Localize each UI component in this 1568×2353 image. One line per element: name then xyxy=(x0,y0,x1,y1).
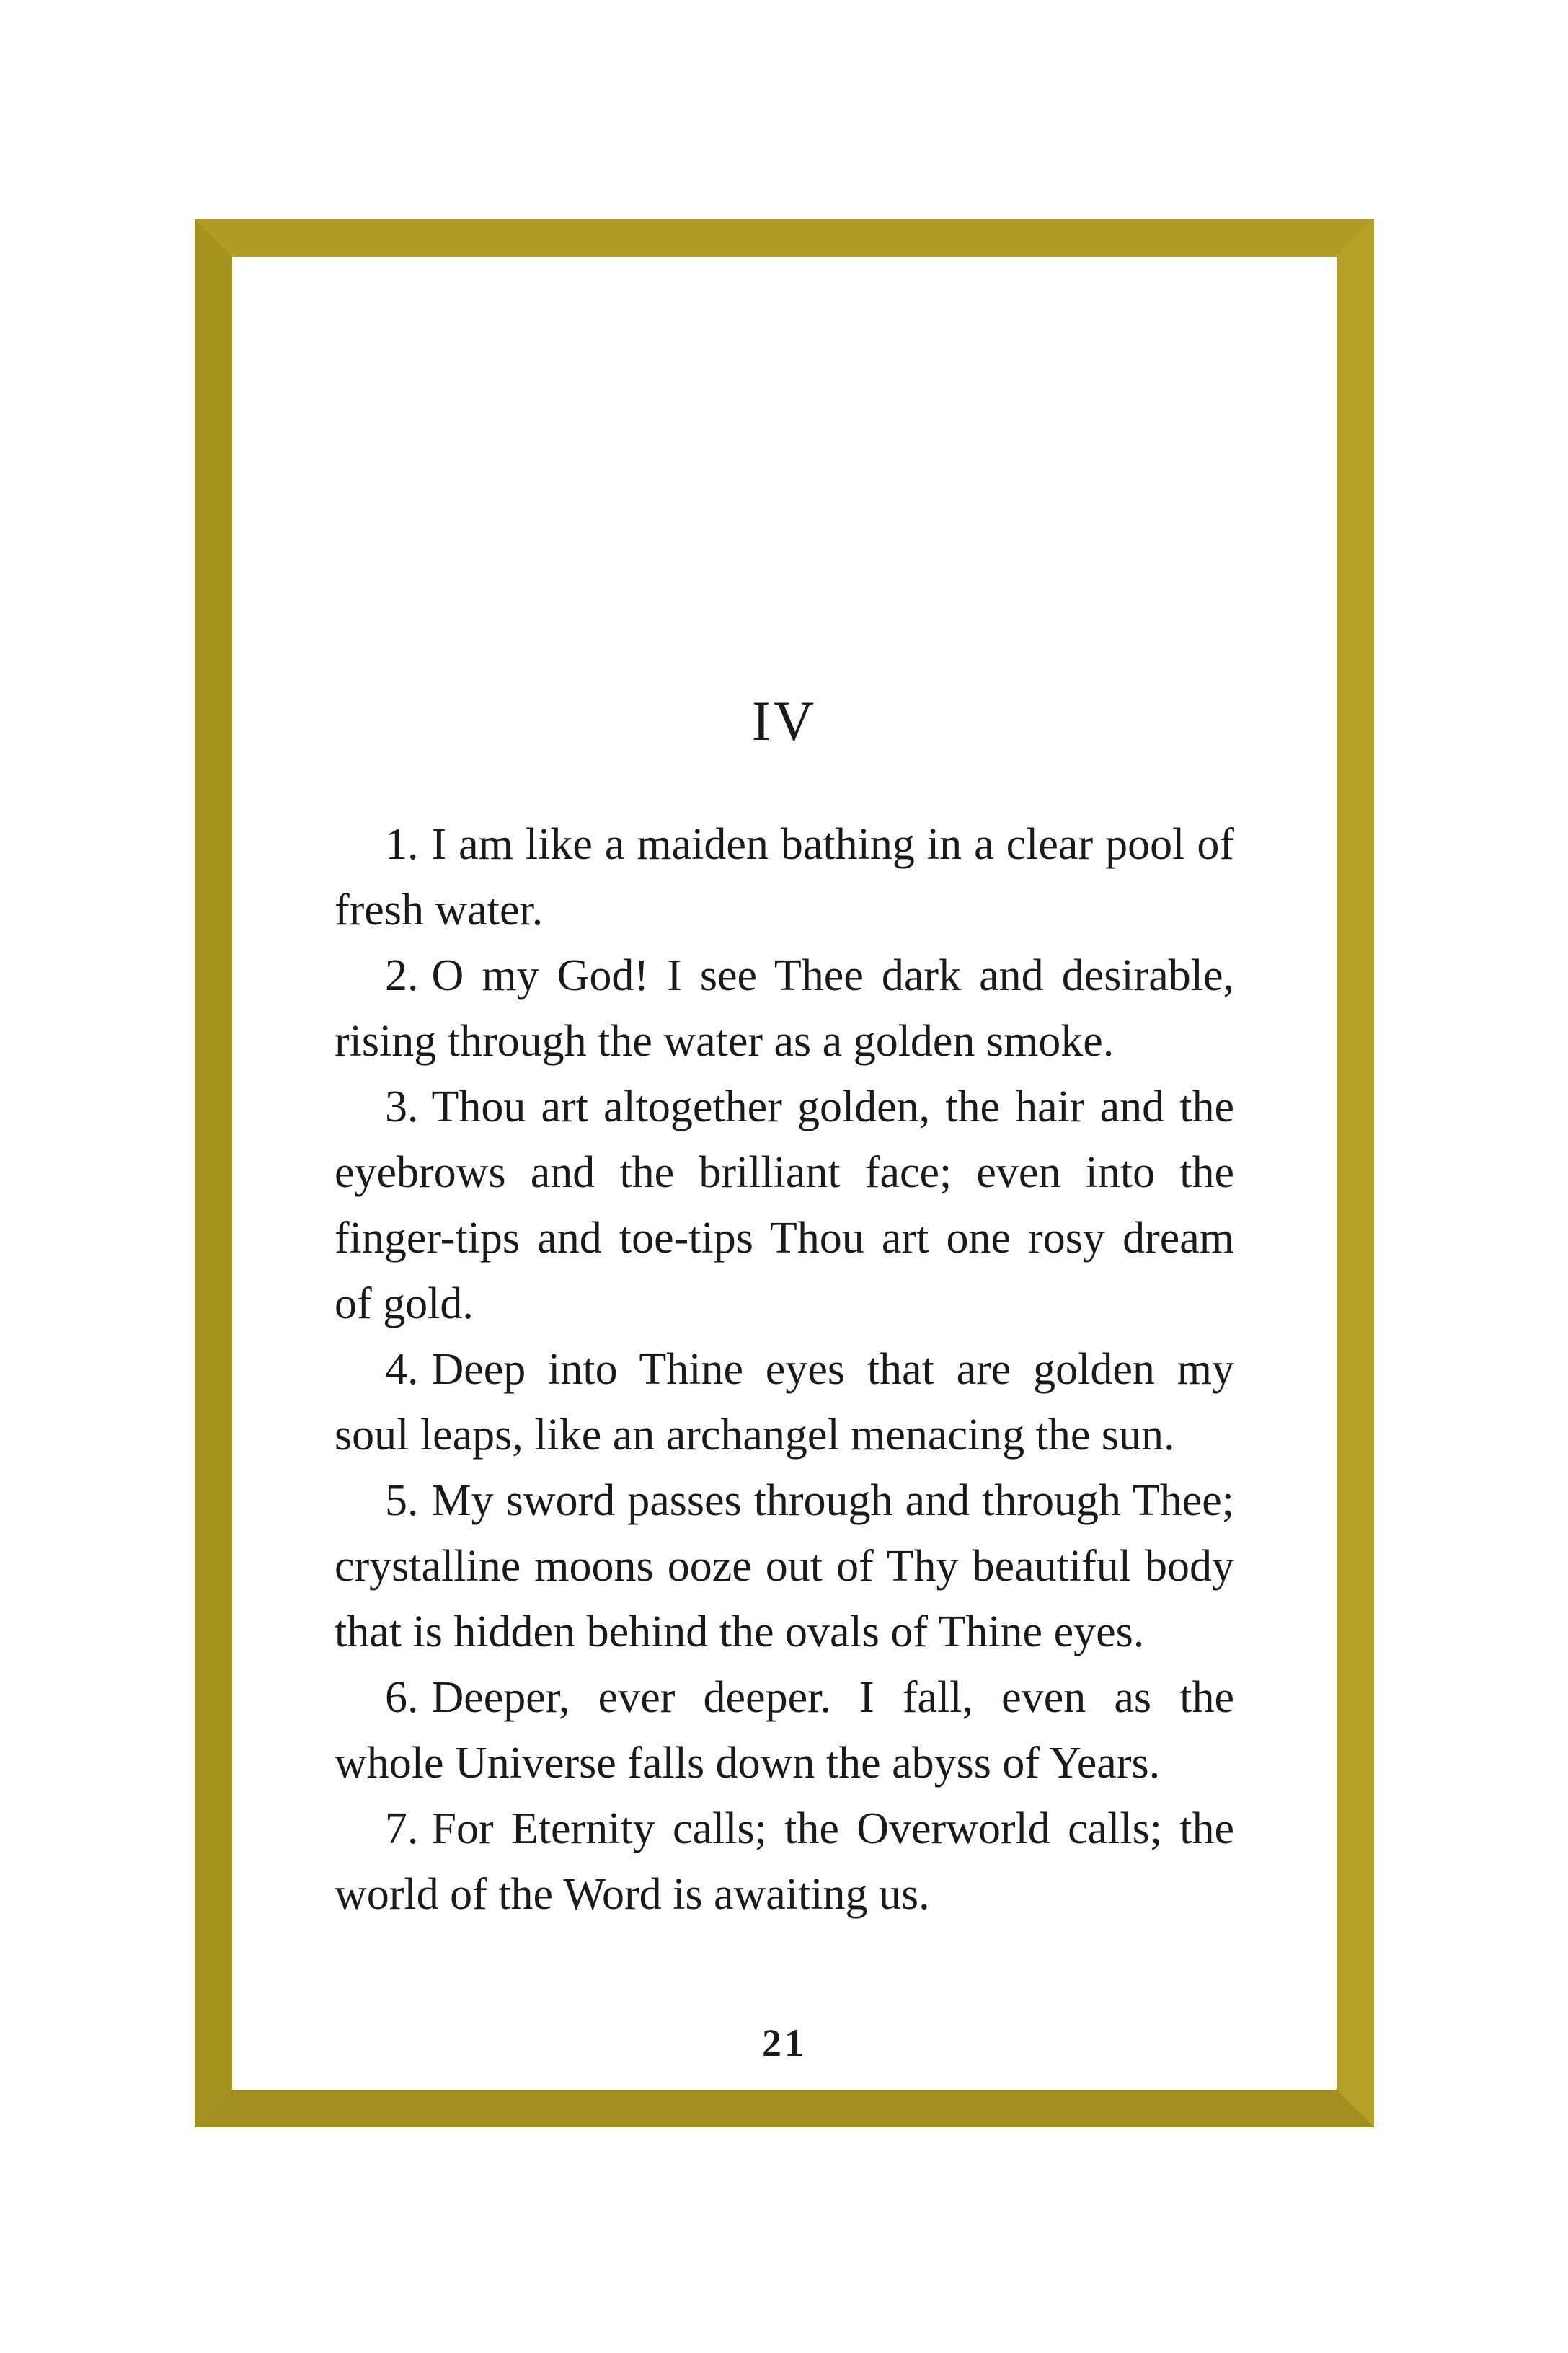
verse-1 xyxy=(335,812,1234,943)
chapter-heading: IV xyxy=(751,689,818,752)
verse-number: 6. xyxy=(385,1673,419,1722)
verse-number: 2. xyxy=(385,951,419,1000)
verse-number: 1. xyxy=(385,820,419,869)
verse-7 xyxy=(335,1796,1234,1928)
verse-number: 3. xyxy=(385,1082,419,1131)
verse-text: O my God! I see Thee dark and desirable, rising through the water as a golden smoke. xyxy=(335,951,1234,1066)
verse-2 xyxy=(335,943,1234,1074)
verse-number: 4. xyxy=(385,1345,419,1394)
verse-text: I am like a maiden bathing in a clear pool of fresh water. xyxy=(335,820,1234,935)
verse-3 xyxy=(335,1074,1234,1337)
verse-number: 7. xyxy=(385,1804,419,1853)
verse-text: Deeper, ever deeper. I fall, even as the whole Universe falls down the abyss of Years. xyxy=(335,1673,1234,1788)
page-content xyxy=(335,257,1234,2090)
verse-text: Thou art altogether golden, the hair and the eyebrows and the brilliant face; even into the finger-tips and toe-tips Thou art one rosy dream of gold. xyxy=(335,1082,1234,1328)
verse-5 xyxy=(335,1468,1234,1665)
page-number: 21 xyxy=(762,2021,807,2065)
verse-text: For Eternity calls; the Overworld calls; the world of the Word is awaiting us. xyxy=(335,1804,1234,1919)
verse-text: My sword passes through and through Thee; crystalline moons ooze out of Thy beautiful body that is hidden behind the ovals of Thine eyes. xyxy=(335,1476,1234,1656)
verse-4 xyxy=(335,1337,1234,1468)
verse-list xyxy=(335,812,1234,1928)
verse-number: 5. xyxy=(385,1476,419,1525)
gold-border-frame xyxy=(195,219,1374,2127)
verse-text: Deep into Thine eyes that are golden my soul leaps, like an archangel menacing the sun. xyxy=(335,1345,1234,1460)
verse-6 xyxy=(335,1665,1234,1796)
